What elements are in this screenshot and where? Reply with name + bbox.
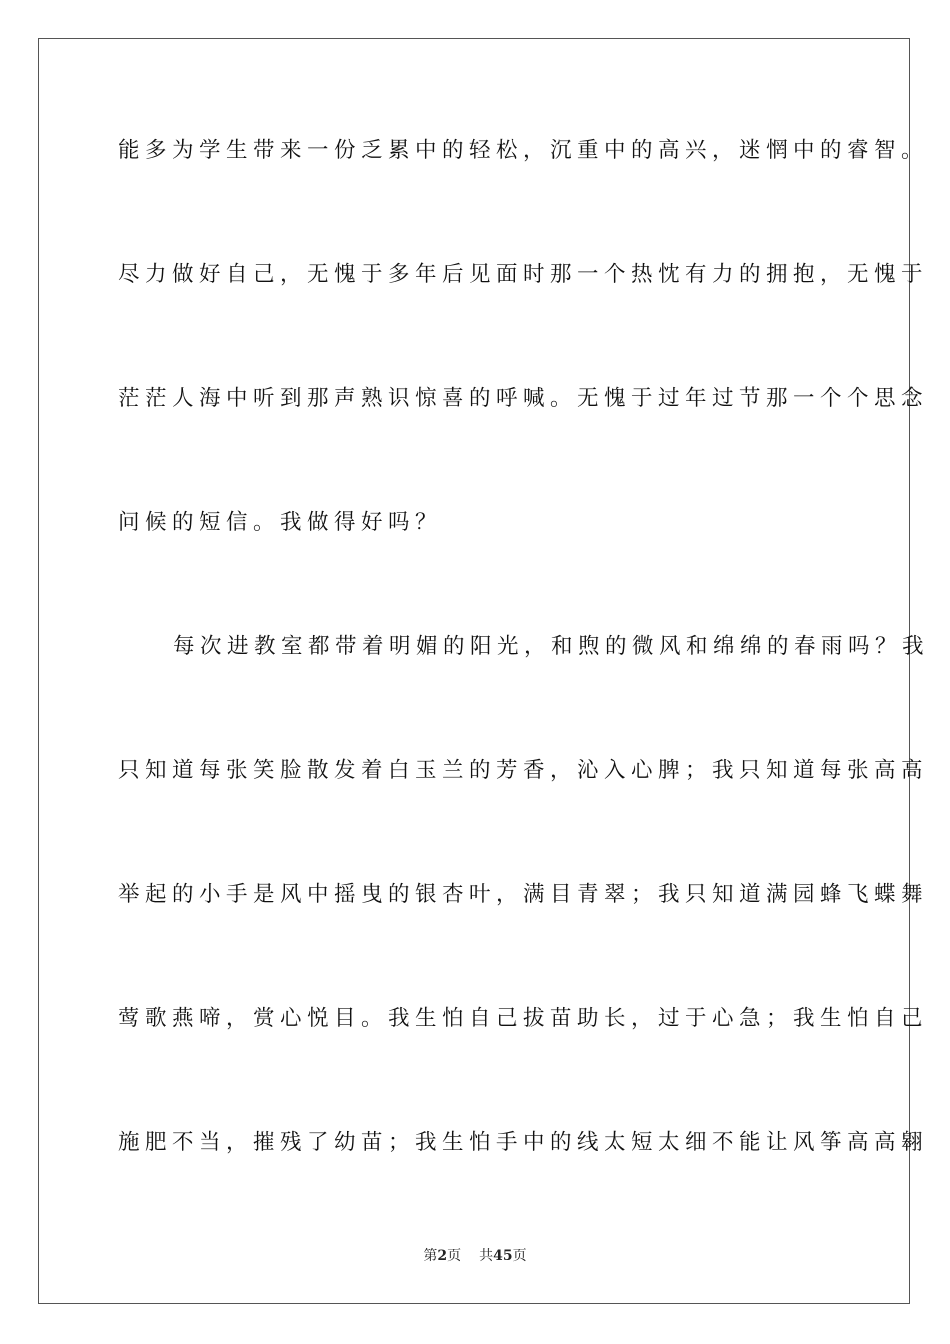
page-footer [0, 1246, 950, 1266]
text-line: 茫茫人海中听到那声熟识惊喜的呼喊。无愧于过年过节那一个个思念 [118, 386, 929, 411]
text-line: 尽力做好自己，无愧于多年后见面时那一个热忱有力的拥抱，无愧于 [118, 262, 929, 287]
text-line: 举起的小手是风中摇曳的银杏叶，满目青翠；我只知道满园蜂飞蝶舞 [118, 882, 929, 907]
text-line: 只知道每张笑脸散发着白玉兰的芳香，沁入心脾；我只知道每张高高 [118, 758, 929, 783]
page-border [38, 38, 929, 1304]
text-line: 问候的短信。我做得好吗？ [118, 510, 443, 535]
total-pages: 45 [493, 1248, 513, 1264]
paragraph-first-line [118, 632, 930, 662]
text-line: 施肥不当，摧残了幼苗；我生怕手中的线太短太细不能让风筝高高翱 [118, 1130, 929, 1155]
page-suffix: 页 [447, 1248, 462, 1264]
text-line: 每次进教室都带着明媚的阳光，和煦的微风和绵绵的春雨吗？我 [173, 634, 930, 659]
total-prefix: 共 [479, 1248, 494, 1264]
text-line: 莺歌燕啼，赏心悦目。我生怕自己拔苗助长，过于心急；我生怕自己 [118, 1006, 929, 1031]
total-suffix: 页 [512, 1248, 527, 1264]
text-line: 能多为学生带来一份乏累中的轻松，沉重中的高兴，迷惘中的睿智。 [118, 138, 929, 163]
page-number: 2 [437, 1248, 448, 1264]
page-prefix: 第 [423, 1248, 438, 1264]
